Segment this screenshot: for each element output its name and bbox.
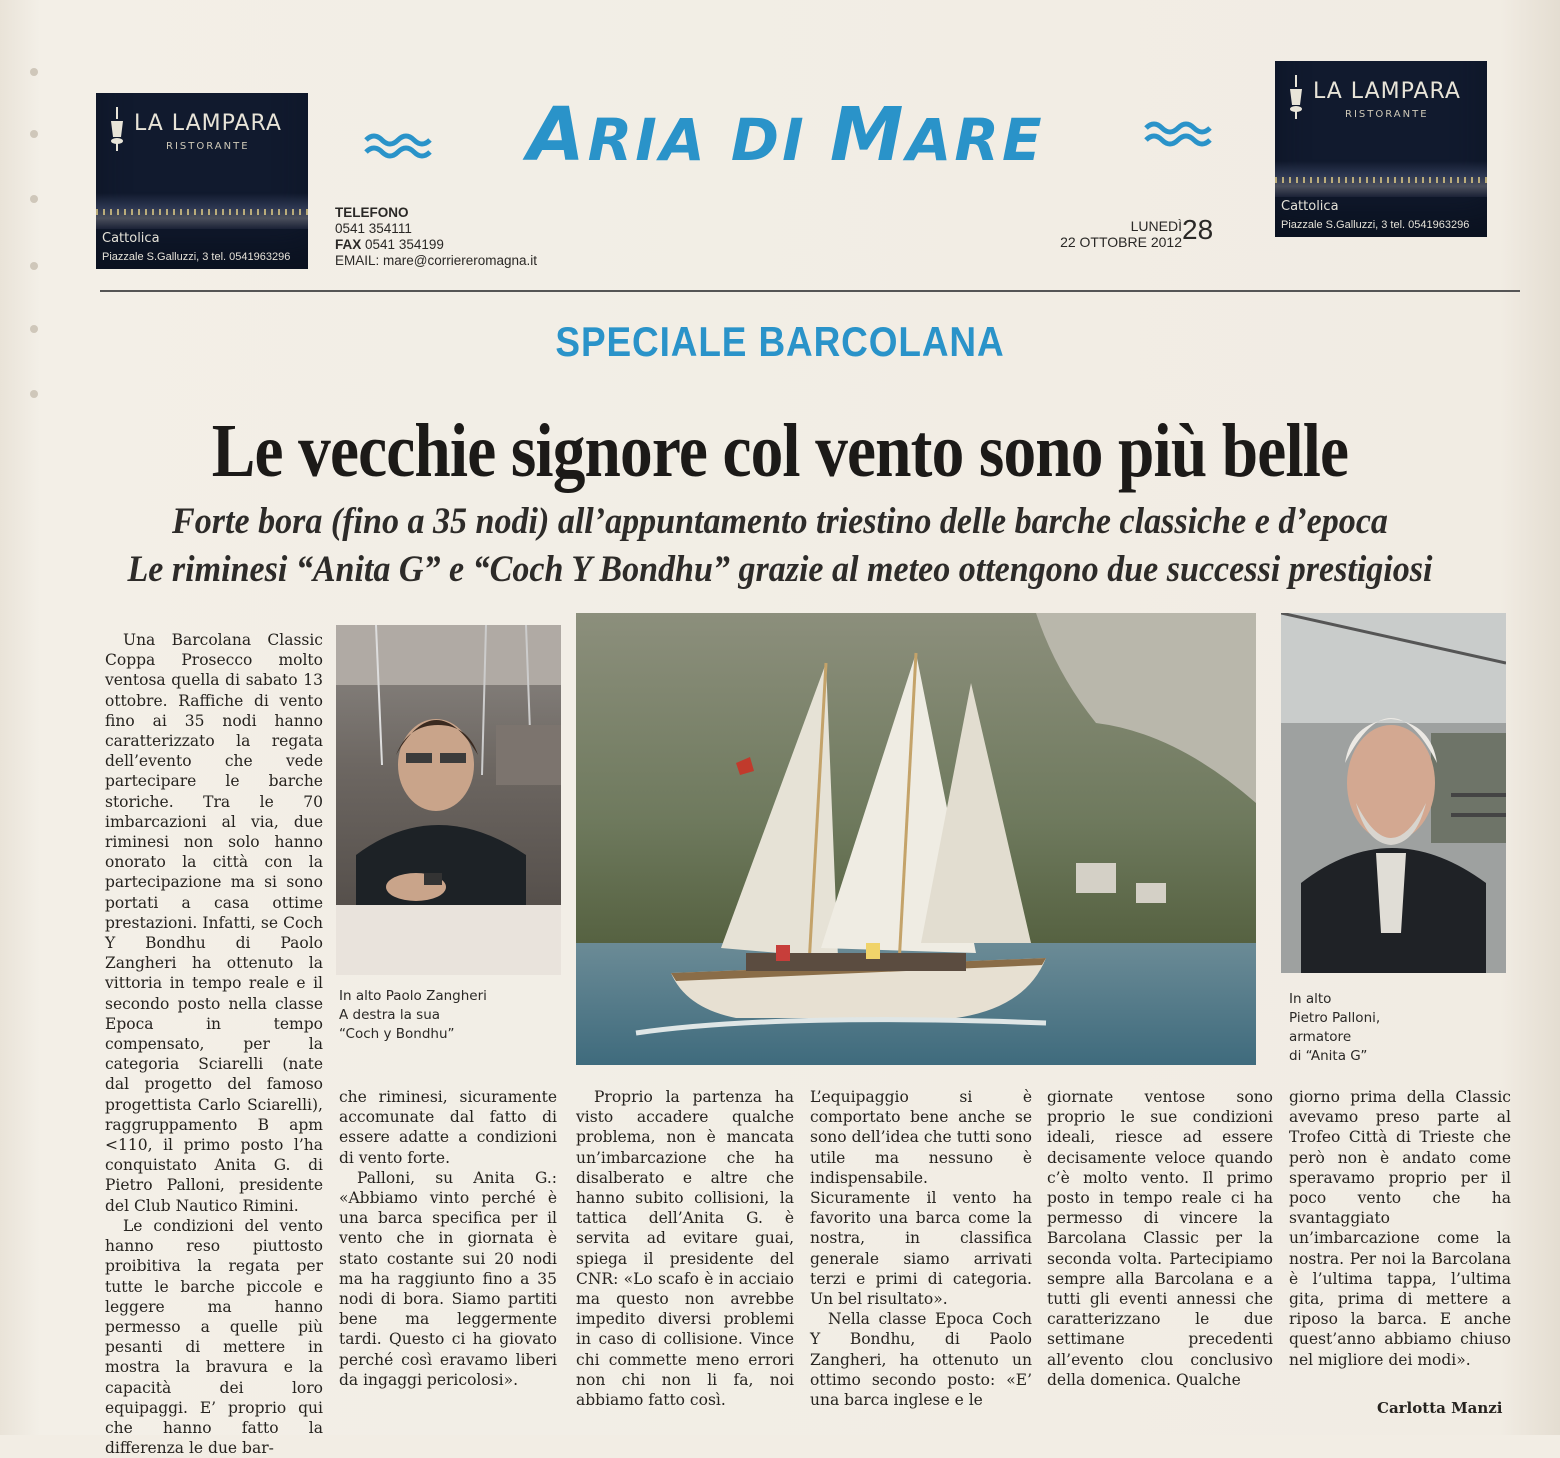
article-column-3: Proprio la partenza ha visto accadere qualche problema, non è mancata un’imbarcazione che ha disalberato e altre che hanno subito collisioni, la tattica dell’Anita G. è servita ad evitare guai, spiega il presidente del CNR: «Lo scafo è in acciaio ma questo non avrebbe impedito diversi problemi in caso di collisione. Vince chi commette meno errori non chi non li fa, noi abbiamo fatto così.: [576, 1088, 794, 1410]
ad-city: Cattolica: [102, 231, 160, 246]
wave-icon: [1142, 116, 1214, 150]
photo-sailboat-coch-y-bondhu: [576, 613, 1256, 1065]
caption-palloni: In alto Pietro Palloni, armatore di “Anita G”: [1289, 991, 1381, 1064]
wave-icon: [362, 128, 434, 162]
lamp-icon: [1287, 75, 1305, 119]
article-byline: Carlotta Manzi: [1377, 1399, 1503, 1417]
ad-subtitle: RISTORANTE: [1345, 109, 1429, 120]
photo-paolo-zangheri: [336, 625, 561, 975]
article-column-1: Una Barcolana Classic Coppa Prosecco molto ventosa quella di sabato 13 ottobre. Raffiche di vento fino ai 35 nodi hanno caratterizzato la regata dell’evento che vede partecipare le barche storiche. Tra le 70 imbarcazioni al via, due riminesi non solo hanno onorato la città con la partecipazione ma si sono portati a casa ottime prestazioni. Infatti, se Coch Y Bondhu di Paolo Zangheri ha ottenuto la vittoria in tempo reale e il secondo posto nella classe Epoca in tempo compensato, per la categoria Sciarelli (nate dal progetto del famoso progettista Carlo Sciarelli), raggruppamento B apm <110, il primo posto l’ha conquistato Anita G. di Pietro Palloni, presidente del Club Nautico Rimini. Le condizioni del vento hanno reso piuttosto proibitiva la regata per tutte le barche piccole e leggere ma hanno permesso a quelle più pesanti di mettere in mostra la bravura e la capacità dei loro equipaggi. E’ proprio qui che hanno fatto la differenza le due bar-: [105, 631, 323, 1458]
ad-brand: LA LAMPARA: [134, 111, 282, 136]
page-number: 28: [1182, 214, 1214, 245]
ad-subtitle: RISTORANTE: [166, 141, 250, 152]
article-column-2: che riminesi, sicuramente accomunate dal fatto di essere adatte a condizioni di vento forte. Palloni, su Anita G.: «Abbiamo vinto perché è una barca specifica per il vento che in giornata è stato costante sui 20 nodi ma ha raggiunto fino a 35 nodi di bora. Siamo partiti bene ma leggermente tardi. Questo ci ha giovato perché così eravamo liberi da ingaggi pericolosi».: [339, 1088, 557, 1389]
article-headline: Le vecchie signore col vento sono più belle: [211, 409, 1349, 493]
article-column-4: L’equipaggio si è comportato bene anche se sono dell’idea che tutti sono utile ma nessuno è indispensabile. Sicuramente il vento ha favorito una barca come la nostra, in classifica generale siamo arrivati terzi e primi di categoria. Un bel risultato». Nella classe Epoca Coch Y Bondhu, di Paolo Zangheri, ha ottenuto un ottimo secondo posto: «E’ una barca inglese e le: [810, 1088, 1032, 1410]
ad-address: Piazzale S.Galluzzi, 3 tel. 0541963296: [102, 251, 291, 263]
header-rule: [100, 290, 1520, 292]
article-column-5: giornate ventose sono proprio le sue condizioni ideali, riesce ad essere decisamente veloce quando c’è molto vento. Il primo posto in tempo reale ci ha permesso di vincere la Barcolana Classic per la seconda volta. Partecipiamo sempre alla Barcolana e a tutti gli eventi annessi che caratterizzano le due settimane precedenti all’evento clou conclusivo della domenica. Qualche: [1047, 1088, 1273, 1389]
ad-city: Cattolica: [1281, 199, 1339, 214]
photo-pietro-palloni: [1281, 613, 1506, 973]
section-kicker: SPECIALE BARCOLANA: [555, 318, 1005, 365]
ad-left: [96, 93, 308, 269]
ad-address: Piazzale S.Galluzzi, 3 tel. 0541963296: [1281, 219, 1470, 231]
article-subhead-2: Le riminesi “Anita G” e “Coch Y Bondhu” grazie al meteo ottengono due successi prestigiosi: [127, 549, 1433, 590]
ad-right: [1275, 61, 1487, 237]
issue-date: LUNEDÌ 22 OTTOBRE 2012: [1060, 218, 1182, 250]
caption-zangheri: In alto Paolo Zangheri A destra la sua “Coch y Bondhu”: [339, 988, 487, 1042]
article-subhead-1: Forte bora (fino a 35 nodi) all’appuntamento triestino delle barche classiche e d’epoca: [172, 501, 1388, 542]
ad-brand: LA LAMPARA: [1313, 79, 1461, 104]
article-column-6: giorno prima della Classic avevamo preso parte al Trofeo Città di Trieste che però non è andato come speravamo proprio per il poco vento che ha svantaggiato un’imbarcazione come la nostra. Per noi la Barcolana è l’ultima tappa, l’ultima gita, prima di mettere a riposo la barca. E anche quest’anno abbiamo chiuso nel migliore dei modi».: [1289, 1088, 1511, 1369]
masthead-title: ARIA DI MARE: [527, 92, 1045, 178]
lamp-icon: [108, 107, 126, 151]
contact-info: TELEFONO 0541 354111 FAX 0541 354199 EMAIL: mare@corriereromagna.it: [335, 205, 538, 268]
